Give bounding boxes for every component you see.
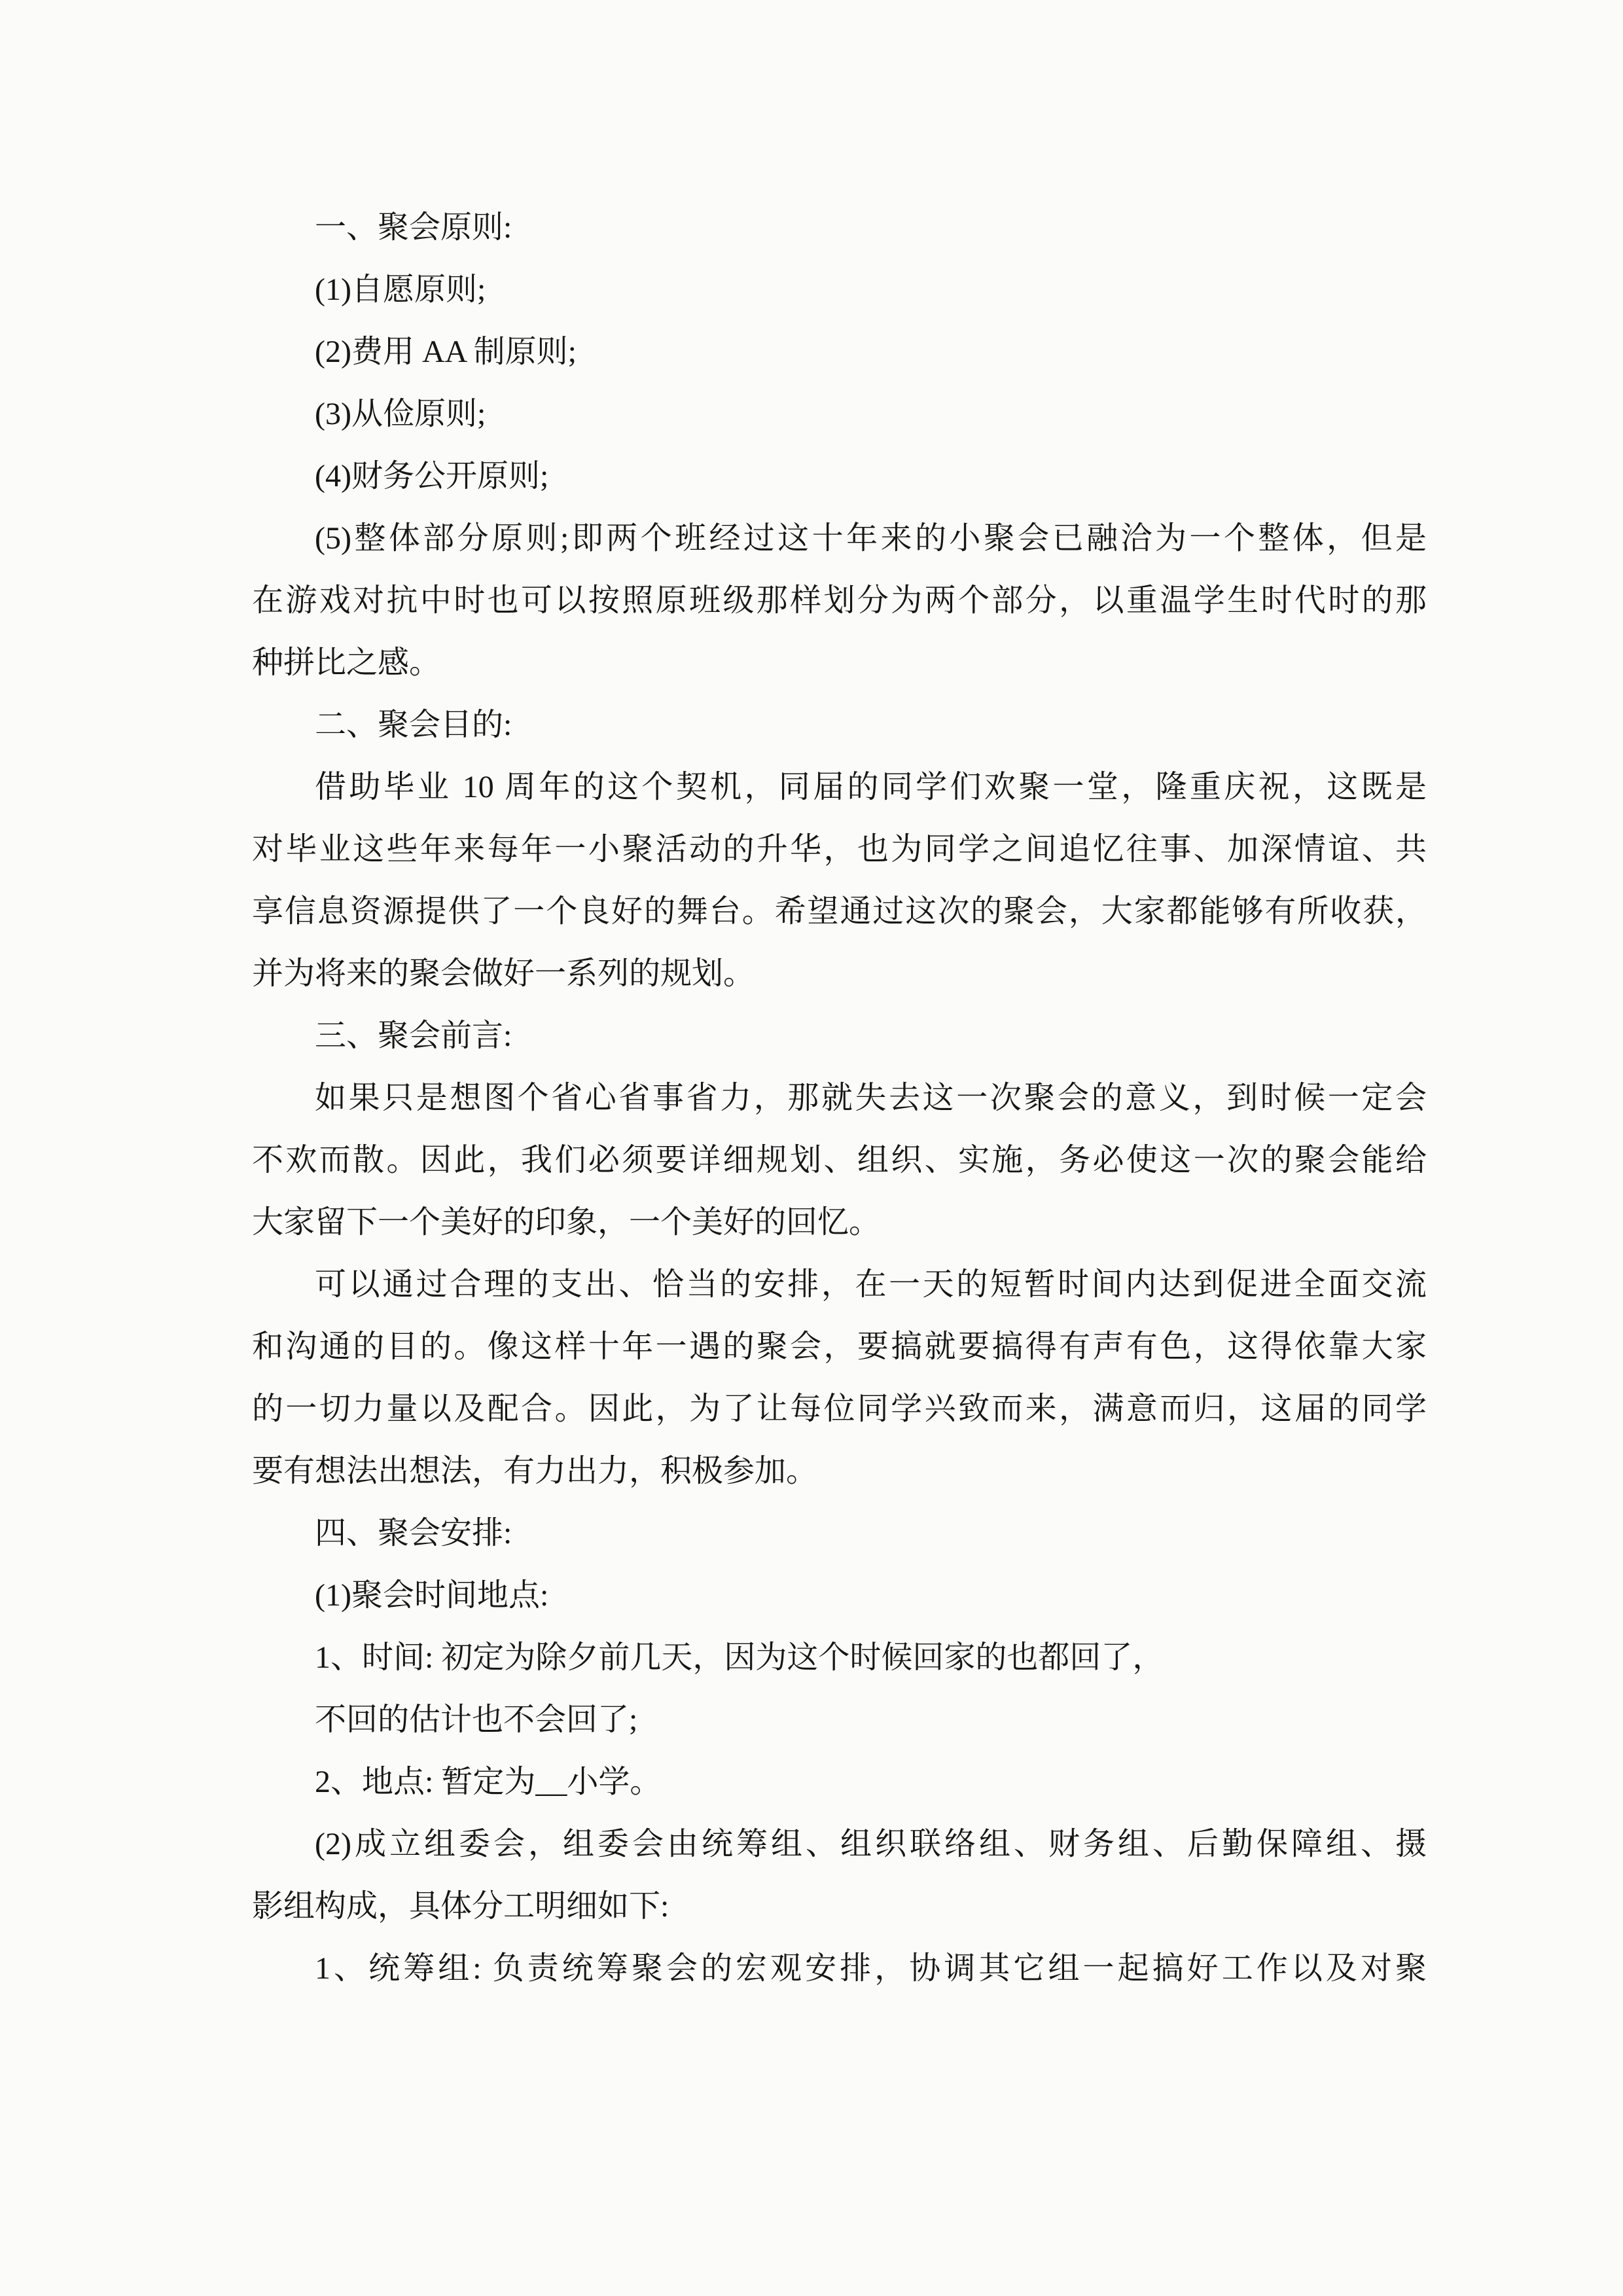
text-line: 可以通过合理的支出、恰当的安排，在一天的短暂时间内达到促进全面交流 [315,1267,1427,1302]
text-line: 1、统筹组: 负责统筹聚会的宏观安排，协调其它组一起搞好工作以及对聚 [315,1951,1427,1986]
text-line: 影组构成，具体分工明细如下: [252,1889,669,1924]
text-line: 的一切力量以及配合。因此，为了让每位同学兴致而来，满意而归，这届的同学 [252,1391,1427,1426]
text-line: 并为将来的聚会做好一系列的规划。 [252,956,755,991]
text-line: 不回的估计也不会回了; [315,1702,638,1737]
document-body [252,196,1427,2000]
text-line: 在游戏对抗中时也可以按照原班级那样划分为两个部分，以重温学生时代时的那 [252,583,1427,618]
text-line: 三、聚会前言: [315,1018,512,1053]
text-line: (4)财务公开原则; [315,459,549,493]
text-line: 如果只是想图个省心省事省力，那就失去这一次聚会的意义，到时候一定会 [315,1081,1427,1115]
text-line: (1)聚会时间地点: [315,1578,549,1613]
text-line: 借助毕业 10 周年的这个契机，同届的同学们欢聚一堂，隆重庆祝，这既是 [315,770,1427,804]
text-line: 和沟通的目的。像这样十年一遇的聚会，要搞就要搞得有声有色，这得依靠大家 [252,1329,1427,1364]
text-line: 1、时间: 初定为除夕前几天，因为这个时候回家的也都回了， [315,1640,1164,1675]
text-line: 不欢而散。因此，我们必须要详细规划、组织、实施，务必使这一次的聚会能给 [252,1143,1427,1177]
text-line: (1)自愿原则; [315,272,486,307]
text-line: 种拼比之感。 [252,645,441,680]
text-line: (3)从俭原则; [315,397,486,431]
text-line: 二、聚会目的: [315,708,512,742]
text-line: 四、聚会安排: [315,1516,512,1551]
text-line: 对毕业这些年来每年一小聚活动的升华，也为同学之间追忆往事、加深情谊、共 [252,832,1427,867]
text-line: (2)费用 AA 制原则; [315,334,577,369]
text-line: (5)整体部分原则;即两个班经过这十年来的小聚会已融洽为一个整体，但是 [315,521,1427,556]
text-line: 要有想法出想法，有力出力，积极参加。 [252,1454,818,1488]
text-line: 一、聚会原则: [315,210,512,245]
text-line: 大家留下一个美好的印象，一个美好的回忆。 [252,1205,881,1240]
text-line: 享信息资源提供了一个良好的舞台。希望通过这次的聚会，大家都能够有所收获， [252,894,1427,929]
text-line: 2、地点: 暂定为__小学。 [315,1765,662,1799]
text-line: (2)成立组委会，组委会由统筹组、组织联络组、财务组、后勤保障组、摄 [315,1827,1427,1861]
